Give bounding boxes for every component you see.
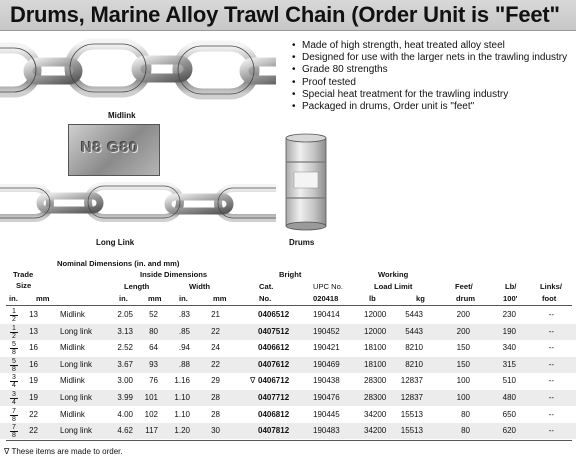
lb-per-100ft: 315 — [502, 359, 516, 369]
feature-item: • Designed for use with the larger nets in the trawling industry — [292, 52, 572, 64]
feature-item: • Special heat treatment for the trawling industry — [292, 89, 572, 101]
links-per-foot: -- — [548, 426, 554, 436]
header-width: Width — [189, 282, 211, 291]
footnote — [4, 447, 123, 456]
drum-image — [278, 132, 334, 232]
width-in: .94 — [178, 343, 190, 353]
title-bar — [0, 0, 576, 31]
header-lb: lb — [369, 294, 376, 303]
feature-item: • Made of high strength, heat treated alloy steel — [292, 40, 572, 52]
length-mm: 52 — [149, 310, 158, 319]
load-kg: 12837 — [400, 376, 423, 386]
trade-size-denominator: 8 — [12, 415, 16, 423]
length-in: 3.13 — [117, 326, 133, 336]
links-per-foot: -- — [548, 326, 554, 336]
load-lb: 18100 — [364, 359, 387, 369]
upc-number: 190452 — [313, 326, 340, 336]
made-to-order-mark: ∇ — [250, 376, 256, 386]
chain-type: Long link — [60, 359, 93, 369]
load-lb: 12000 — [364, 326, 387, 336]
length-mm: 80 — [149, 326, 158, 336]
header-foot: foot — [542, 294, 557, 303]
lb-per-100ft: 620 — [502, 426, 516, 436]
feet-per-drum: 150 — [456, 359, 470, 369]
feet-per-drum: 80 — [461, 426, 470, 436]
upc-number: 190438 — [313, 376, 340, 386]
trade-size-denominator: 2 — [12, 316, 16, 323]
width-in: .83 — [178, 310, 190, 319]
load-lb: 28300 — [364, 393, 387, 402]
header-links: Links/ — [540, 282, 562, 291]
header-load-limit: Load Limit — [374, 282, 413, 291]
header-kg: kg — [416, 294, 425, 303]
width-in: .88 — [178, 359, 190, 369]
upc-number: 190445 — [313, 409, 340, 419]
header-trade: Trade — [13, 270, 34, 279]
links-per-foot: -- — [548, 310, 554, 319]
midlink-chain-image — [0, 34, 276, 110]
table-row — [0, 340, 576, 356]
table-row — [0, 373, 576, 389]
length-mm: 102 — [144, 409, 158, 419]
load-lb: 28300 — [364, 376, 387, 386]
length-mm: 101 — [144, 393, 158, 402]
feet-per-drum: 150 — [456, 343, 470, 353]
trade-size-numerator: 5 — [10, 358, 18, 366]
load-kg: 12837 — [400, 393, 423, 402]
header-bright: Bright — [279, 270, 302, 279]
lb-per-100ft: 190 — [502, 326, 516, 336]
trade-size-numerator: 1 — [10, 308, 18, 316]
width-mm: 28 — [211, 409, 220, 419]
group-nominal-header: Nominal Dimensions (in. and mm) — [57, 259, 180, 268]
feature-item: • Grade 80 strengths — [292, 64, 572, 76]
header-cat: Cat. — [259, 282, 274, 291]
cat-number: 0407512 — [258, 326, 290, 336]
feet-per-drum: 100 — [456, 376, 470, 386]
length-mm: 117 — [145, 426, 158, 436]
lb-per-100ft: 650 — [502, 409, 516, 419]
group-inside-header: Inside Dimensions — [140, 270, 208, 279]
load-kg: 15513 — [400, 409, 423, 419]
trade-size-denominator: 8 — [12, 349, 16, 357]
trade-size-numerator: 3 — [10, 374, 18, 382]
upc-number: 190414 — [313, 310, 340, 319]
cat-number: 0407812 — [258, 426, 290, 436]
upc-number: 190469 — [313, 359, 340, 369]
header-rule — [6, 305, 572, 306]
links-per-foot: -- — [548, 343, 554, 353]
size-mm: 19 — [29, 376, 38, 386]
table-row — [0, 324, 576, 340]
width-in: 1.10 — [174, 393, 190, 402]
upc-number: 190483 — [313, 426, 340, 436]
chain-type: Midlink — [60, 310, 85, 319]
width-in: 1.20 — [174, 426, 190, 436]
width-in: .85 — [178, 326, 190, 336]
lb-per-100ft: 230 — [502, 310, 516, 319]
header-length-in: in. — [119, 294, 128, 303]
upc-number: 190421 — [313, 343, 340, 353]
load-kg: 5443 — [405, 326, 423, 336]
trade-size-denominator: 8 — [12, 432, 16, 440]
table-row — [0, 407, 576, 423]
cat-number: 0406612 — [258, 343, 290, 353]
lb-per-100ft: 480 — [502, 393, 516, 402]
trade-size-denominator: 2 — [12, 332, 16, 340]
links-per-foot: -- — [548, 393, 554, 402]
header-feet: Feet/ — [455, 282, 473, 291]
length-in: 3.67 — [117, 359, 133, 369]
length-in: 2.52 — [117, 343, 133, 353]
feature-item: • Packaged in drums, Order unit is "feet" — [292, 101, 572, 113]
table-row — [0, 307, 576, 323]
links-per-foot: -- — [548, 359, 554, 369]
size-mm: 16 — [29, 359, 38, 369]
cat-number: 0406512 — [258, 310, 290, 319]
header-length: Length — [124, 282, 150, 291]
width-mm: 21 — [211, 310, 220, 319]
header-width-in: in. — [179, 294, 188, 303]
footnote-mark: ∇ — [4, 447, 10, 456]
trade-size-numerator: 3 — [10, 391, 18, 399]
feet-per-drum: 200 — [456, 310, 470, 319]
header-no: No. — [259, 294, 272, 303]
load-kg: 8210 — [405, 343, 423, 353]
feet-per-drum: 80 — [461, 409, 470, 419]
feet-per-drum: 100 — [456, 393, 470, 402]
load-lb: 18100 — [364, 343, 387, 353]
upc-number: 190476 — [313, 393, 340, 402]
table-row — [0, 390, 576, 406]
grade-stamp-image — [68, 124, 160, 176]
length-in: 4.00 — [117, 409, 133, 419]
trade-size-numerator: 7 — [10, 408, 18, 416]
header-lb-per: Lb/ — [505, 282, 517, 291]
size-mm: 19 — [29, 393, 38, 402]
load-kg: 15513 — [400, 426, 423, 436]
long-link-chain-image — [0, 180, 276, 232]
length-in: 4.62 — [117, 426, 133, 436]
feature-item: • Proof tested — [292, 77, 572, 89]
width-mm: 24 — [211, 343, 220, 353]
links-per-foot: -- — [548, 376, 554, 386]
load-kg: 5443 — [405, 310, 423, 319]
header-upc: UPC No. — [313, 282, 343, 291]
chain-type: Midlink — [60, 409, 85, 419]
width-mm: 29 — [211, 376, 220, 386]
length-mm: 64 — [149, 343, 158, 353]
load-kg: 8210 — [405, 359, 423, 369]
lb-per-100ft: 340 — [502, 343, 516, 353]
page-title: Drums, Marine Alloy Trawl Chain (Order Unit is "Feet" — [10, 2, 560, 27]
header-working: Working — [378, 270, 409, 279]
width-in: 1.16 — [174, 376, 190, 386]
trade-size-denominator: 8 — [12, 365, 16, 373]
size-mm: 16 — [29, 343, 38, 353]
header-100ft: 100' — [503, 294, 518, 303]
length-mm: 76 — [149, 376, 158, 386]
length-in: 3.99 — [117, 393, 133, 402]
lb-per-100ft: 510 — [502, 376, 516, 386]
cat-number: 0407612 — [258, 359, 290, 369]
cat-number: 0406812 — [258, 409, 290, 419]
size-mm: 22 — [29, 409, 38, 419]
width-mm: 28 — [211, 393, 220, 402]
length-mm: 93 — [149, 359, 158, 369]
header-size-mm: mm — [36, 294, 50, 303]
cat-number: 0407712 — [258, 393, 290, 402]
size-mm: 13 — [29, 310, 38, 319]
chain-type: Midlink — [60, 376, 85, 386]
trade-size-denominator: 4 — [12, 382, 16, 390]
cat-number: 0406712 — [258, 376, 290, 386]
width-mm: 22 — [211, 359, 220, 369]
header-drum: drum — [456, 294, 475, 303]
header-upc-prefix: 020418 — [313, 294, 339, 303]
width-mm: 30 — [211, 426, 220, 436]
header-size-in: in. — [9, 294, 18, 303]
width-mm: 22 — [211, 326, 220, 336]
table-row — [0, 357, 576, 373]
table-row — [0, 423, 576, 439]
links-per-foot: -- — [548, 409, 554, 419]
feet-per-drum: 200 — [456, 326, 470, 336]
midlink-caption: Midlink — [108, 111, 136, 120]
load-lb: 12000 — [364, 310, 387, 319]
header-size: Size — [16, 281, 32, 290]
grade-stamp-text: N8 G80 — [81, 139, 139, 156]
feature-list — [292, 40, 572, 113]
trade-size-numerator: 1 — [10, 325, 18, 333]
chain-type: Long link — [60, 326, 93, 336]
header-length-mm: mm — [148, 294, 162, 303]
size-mm: 13 — [29, 326, 38, 336]
chain-type: Long link — [60, 393, 93, 402]
load-lb: 34200 — [364, 426, 387, 436]
load-lb: 34200 — [364, 409, 387, 419]
size-mm: 22 — [29, 426, 38, 436]
length-in: 3.00 — [117, 376, 133, 386]
footnote-text: These items are made to order. — [11, 447, 123, 456]
width-in: 1.10 — [174, 409, 190, 419]
long-link-caption: Long Link — [96, 238, 135, 247]
drums-caption: Drums — [289, 238, 315, 247]
trade-size-denominator: 4 — [12, 399, 16, 406]
trade-size-numerator: 5 — [10, 341, 18, 349]
header-width-mm: mm — [213, 294, 227, 303]
table-bottom-rule — [6, 440, 572, 441]
chain-type: Midlink — [60, 343, 85, 353]
length-in: 2.05 — [117, 310, 133, 319]
trade-size-numerator: 7 — [10, 424, 18, 432]
chain-type: Long link — [60, 426, 93, 436]
